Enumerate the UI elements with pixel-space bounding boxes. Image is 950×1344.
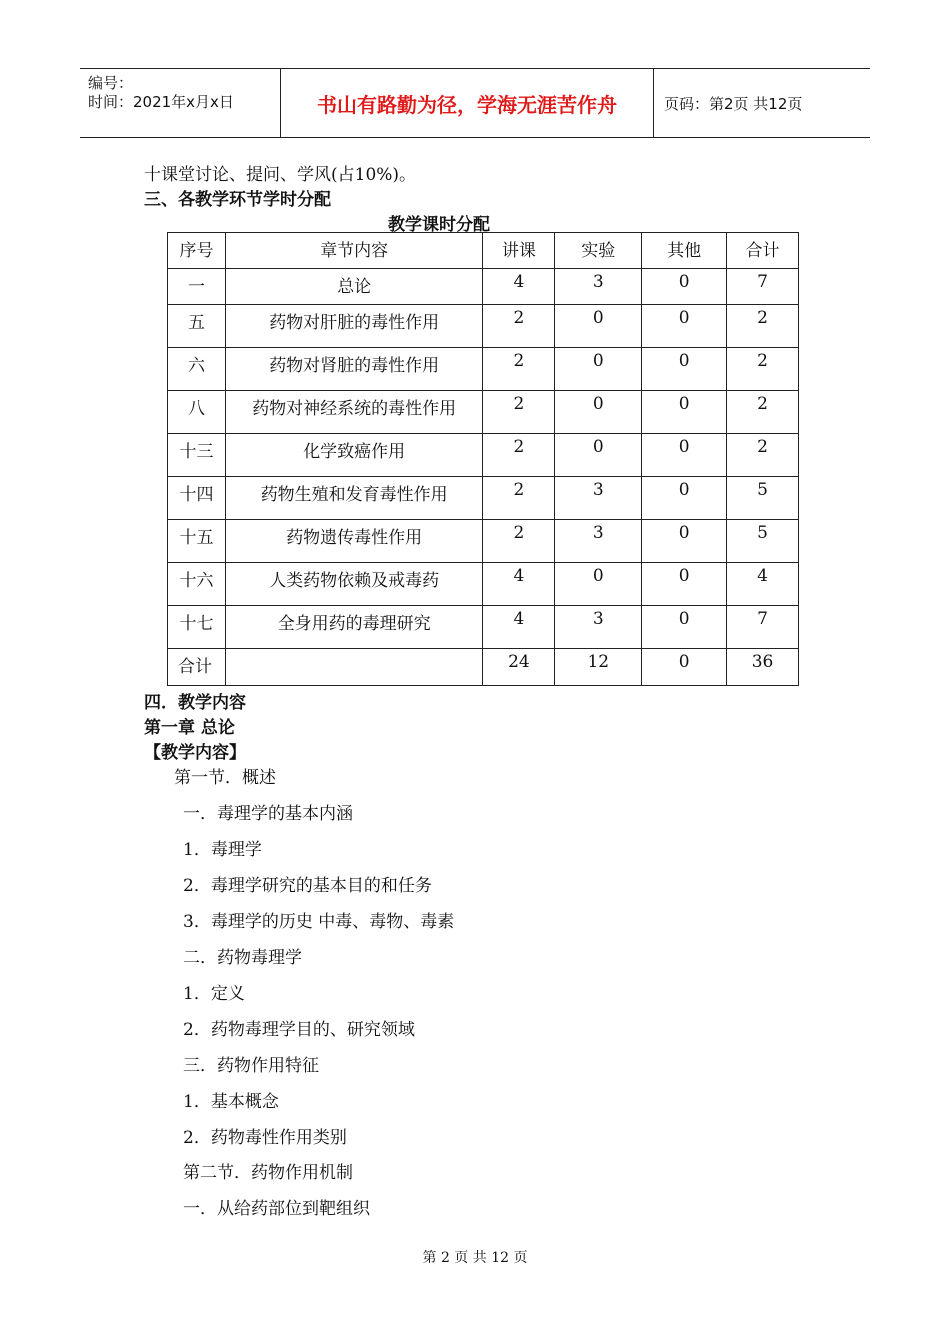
table-cell: 2 (483, 434, 555, 477)
table-header-cell: 序号 (168, 233, 226, 269)
table-cell: 0 (642, 477, 727, 520)
header-meta (80, 69, 281, 137)
table-cell: 3 (555, 606, 642, 649)
table-cell: 7 (727, 269, 799, 305)
table-header-row (168, 233, 799, 269)
table-cell: 4 (727, 563, 799, 606)
table-row (168, 391, 799, 434)
table-row (168, 305, 799, 348)
table-row (168, 649, 799, 686)
header-motto: 书山有路勤为径，学海无涯苦作舟 (281, 69, 654, 137)
table-cell: 十三 (168, 434, 226, 477)
content-line: 第一节．概述 (174, 768, 276, 788)
chapter-1-heading: 第一章 总论 (144, 718, 235, 738)
content-line: 一．毒理学的基本内涵 (183, 804, 353, 824)
table-header-cell: 实验 (555, 233, 642, 269)
number-label: 编号： (88, 74, 134, 92)
table-cell: 全身用药的毒理研究 (225, 606, 483, 649)
table-cell: 2 (483, 520, 555, 563)
content-line: 一．从给药部位到靶组织 (183, 1199, 370, 1219)
table-cell: 2 (727, 348, 799, 391)
table-title: 教学课时分配 (388, 215, 490, 235)
table-cell: 4 (483, 563, 555, 606)
table-cell (225, 649, 483, 686)
table-cell: 0 (555, 348, 642, 391)
table-cell: 0 (642, 391, 727, 434)
content-line: 1．基本概念 (183, 1092, 279, 1112)
table-cell: 2 (727, 391, 799, 434)
table-cell: 24 (483, 649, 555, 686)
section-3-heading: 三、各教学环节学时分配 (144, 190, 331, 210)
table-row (168, 477, 799, 520)
table-cell: 药物对肝脏的毒性作用 (225, 305, 483, 348)
table-cell: 人类药物依赖及戒毒药 (225, 563, 483, 606)
table-cell: 2 (483, 477, 555, 520)
table-cell: 0 (555, 563, 642, 606)
table-header-cell: 其他 (642, 233, 727, 269)
table-cell: 36 (727, 649, 799, 686)
table-row (168, 434, 799, 477)
table-cell: 六 (168, 348, 226, 391)
table-cell: 0 (642, 434, 727, 477)
table-cell: 5 (727, 520, 799, 563)
content-line: 1．毒理学 (183, 840, 262, 860)
section-4-heading: 四．教学内容 (144, 693, 246, 713)
grading-line: 十课堂讨论、提问、学风(占10%)。 (144, 165, 417, 185)
content-line: 二．药物毒理学 (183, 948, 302, 968)
table-cell: 十四 (168, 477, 226, 520)
table-cell: 3 (555, 477, 642, 520)
table-cell: 0 (642, 520, 727, 563)
table-cell: 十六 (168, 563, 226, 606)
table-cell: 4 (483, 606, 555, 649)
date-label: 时间：2021年x月x日 (88, 93, 234, 111)
page-footer: 第 2 页 共 12 页 (422, 1250, 528, 1266)
table-cell: 十七 (168, 606, 226, 649)
header-page-info: 页码：第2页 共12页 (664, 94, 803, 113)
hours-allocation-table (167, 232, 799, 686)
table-cell: 药物遗传毒性作用 (225, 520, 483, 563)
table-header-cell: 章节内容 (225, 233, 483, 269)
table-cell: 总论 (225, 269, 483, 305)
table-cell: 合计 (168, 649, 226, 686)
table-cell: 5 (727, 477, 799, 520)
table-cell: 0 (642, 649, 727, 686)
table-cell: 2 (727, 305, 799, 348)
table-cell: 0 (555, 434, 642, 477)
table-cell: 2 (483, 305, 555, 348)
table-cell: 化学致癌作用 (225, 434, 483, 477)
table-row (168, 563, 799, 606)
table-cell: 药物生殖和发育毒性作用 (225, 477, 483, 520)
page-header (80, 68, 870, 138)
table-cell: 2 (483, 391, 555, 434)
teaching-content-label: 【教学内容】 (144, 743, 246, 763)
table-cell: 0 (642, 305, 727, 348)
table-cell: 十五 (168, 520, 226, 563)
content-line: 3．毒理学的历史 中毒、毒物、毒素 (183, 912, 455, 932)
table-cell: 一 (168, 269, 226, 305)
content-line: 2．毒理学研究的基本目的和任务 (183, 876, 432, 896)
table-cell: 0 (642, 606, 727, 649)
table-row (168, 348, 799, 391)
table-cell: 12 (555, 649, 642, 686)
content-line: 三．药物作用特征 (183, 1056, 319, 1076)
table-cell: 3 (555, 269, 642, 305)
table-cell: 0 (642, 348, 727, 391)
table-cell: 3 (555, 520, 642, 563)
table-cell: 五 (168, 305, 226, 348)
table-cell: 2 (727, 434, 799, 477)
content-line: 1．定义 (183, 984, 245, 1004)
table-cell: 八 (168, 391, 226, 434)
table-row (168, 269, 799, 305)
table-header-cell: 合计 (727, 233, 799, 269)
table-cell: 4 (483, 269, 555, 305)
table-row (168, 606, 799, 649)
table-cell: 药物对神经系统的毒性作用 (225, 391, 483, 434)
table-cell: 0 (555, 305, 642, 348)
table-cell: 0 (555, 391, 642, 434)
content-line: 2．药物毒性作用类别 (183, 1128, 347, 1148)
content-line: 第二节．药物作用机制 (183, 1163, 353, 1183)
table-cell: 7 (727, 606, 799, 649)
table-cell: 0 (642, 563, 727, 606)
table-header-cell: 讲课 (483, 233, 555, 269)
table-row (168, 520, 799, 563)
content-line: 2．药物毒理学目的、研究领域 (183, 1020, 415, 1040)
table-cell: 2 (483, 348, 555, 391)
table-cell: 药物对肾脏的毒性作用 (225, 348, 483, 391)
table-cell: 0 (642, 269, 727, 305)
